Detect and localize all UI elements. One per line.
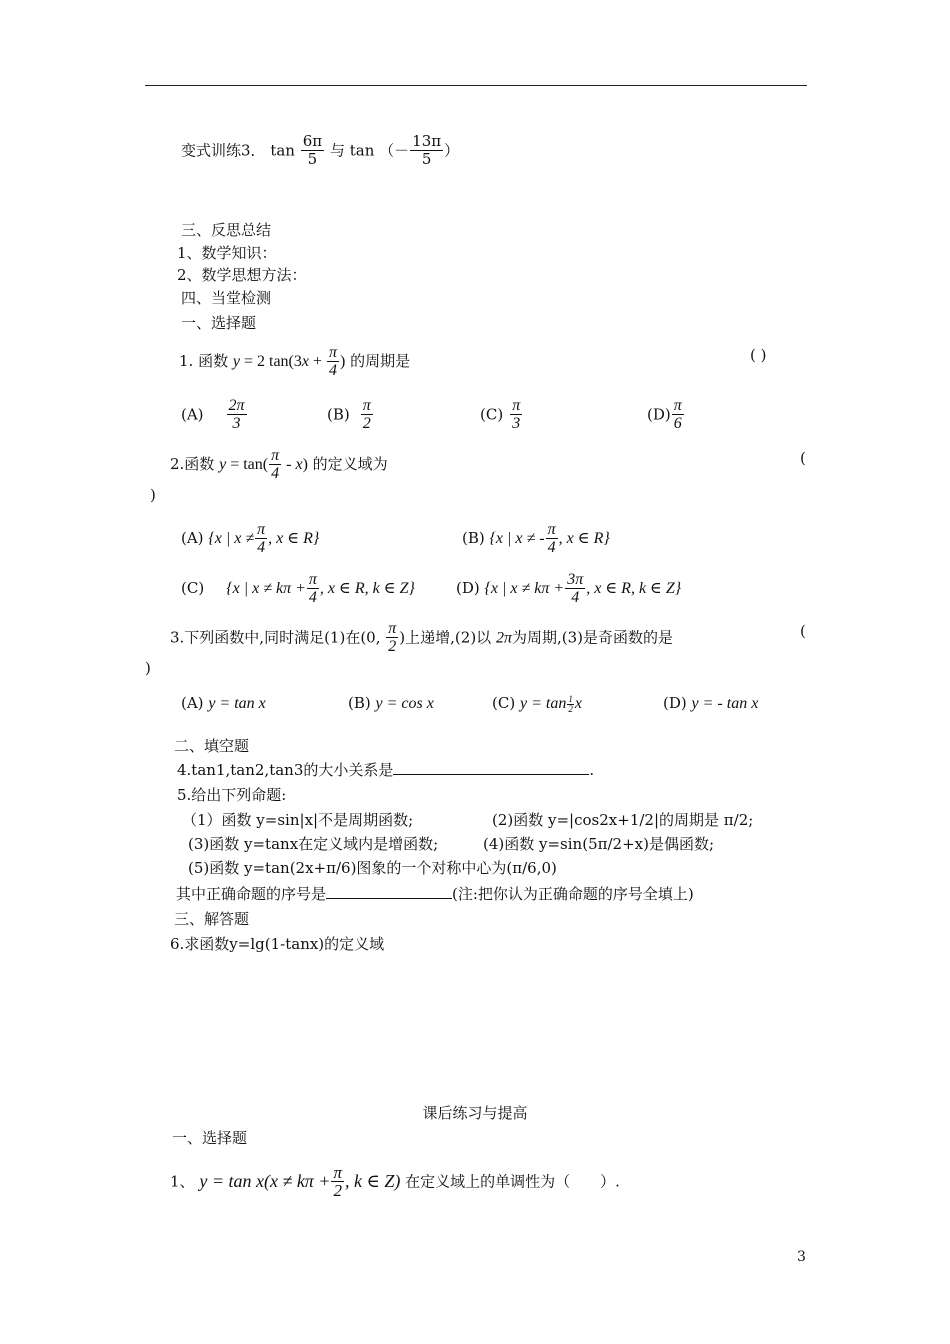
after-title: 课后练习与提高 [422,1104,528,1122]
q6-line: 6.求函数y=lg(1-tanx)的定义域 [170,935,385,953]
variant3-close: ） [444,141,460,160]
q3-suffix: 为周期,(3)是奇函数的是 [511,628,673,647]
q2-suffix: 的定义域为 [312,455,388,474]
after-choice-heading: 一、选择题 [172,1129,248,1147]
variant3-tan2: tan [349,141,375,160]
q2-paren-close: ) [150,486,156,504]
fraction-13pi-5: $\frac{13\pi}{5}$ [412,132,442,168]
q5-prop5: (5)函数 y=tan(2x+π/6)图象的一个对称中心为(π/6,0) [188,859,557,877]
q1-prefix: 1. 函数 [179,352,229,371]
q1-suffix: 的周期是 [350,352,411,371]
reflect-item2: 2、数学思想方法： [177,266,307,284]
after-q1-formula: y = tan x(x ≠ kπ + $\frac{\pi}{2}$ , k ∈ Z) [199,1163,401,1200]
q1-option-d: (D) $\frac{\pi}{6}$ [647,397,682,432]
q3-option-c: (C) y = tan $\frac{1}{2}$ x [492,693,582,714]
q1-option-c: (C) $\frac{\pi}{3}$ [480,397,521,432]
q2-prefix: 2.函数 [170,455,215,474]
q5-prop1: （1）函数 y=sin|x|不是周期函数; [182,811,414,829]
q3-option-b: (B) y = cos x [348,694,434,712]
q5-prop2: (2)函数 y=|cos2x+1/2|的周期是 π/2; [492,811,754,829]
header-rule [145,85,807,86]
q2-paren-open: ( [800,449,806,467]
q4-answer-blank[interactable] [393,760,589,775]
variant3-open: （－ [379,141,410,160]
variant3-label: 变式训练3． [181,141,266,160]
q5-prop4: (4)函数 y=sin(5π/2+x)是偶函数; [483,835,714,853]
q1-option-b: (B) $\frac{\pi}{2}$ [327,397,371,432]
q3-stem [170,621,673,656]
solve-heading: 三、解答题 [174,910,250,928]
q1-stem [179,345,410,380]
q3-fraction: $\frac{\pi}{2}$ [388,620,397,655]
q5-line: 5.给出下列命题: [177,786,287,804]
q3-option-a: (A) y = tan x [181,694,266,712]
q2-option-c: (C) {x | x ≠ kπ + $\frac{\pi}{4}$ , x ∈ R, k ∈ Z} [181,571,415,606]
choice-heading: 一、选择题 [181,314,257,332]
q3-mid: )上递增,(2)以 [399,628,492,647]
q3-period: 2π [495,629,512,647]
fraction-6pi-5: $\frac{6\pi}{5}$ [302,132,323,168]
reflect-heading: 三、反思总结 [181,221,272,239]
after-q1-suffix: 在定义域上的单调性为（ ）. [405,1172,620,1191]
q5-answer-blank[interactable] [326,884,452,899]
q2-option-a: (A) {x | x ≠ $\frac{\pi}{4}$ , x ∈ R} [181,521,320,556]
q3-prefix: 3.下列函数中,同时满足(1)在(0, [170,628,381,647]
q2-option-d: (D) {x | x ≠ kπ + $\frac{3\pi}{4}$ , x ∈ R, k ∈ Z} [456,571,682,606]
page-number: 3 [797,1249,806,1265]
q1-formula: y = 2 tan(3x + $\frac{\pi}{4}$ ) [232,344,346,379]
after-q1 [170,1165,620,1200]
q3-option-d: (D) y = - tan x [663,694,759,712]
q1-option-a: (A) $\frac{2\pi}{3}$ [181,397,245,432]
variant3-line [181,134,459,169]
after-q1-prefix: 1、 [170,1172,195,1191]
reflect-item1: 1、数学知识： [177,244,277,262]
q3-paren-open: ( [800,622,806,640]
q2-stem [170,448,388,483]
fill-heading: 二、填空题 [174,737,250,755]
check-heading: 四、当堂检测 [181,289,272,307]
variant3-and: 与 [329,141,345,160]
q2-option-b: (B) {x | x ≠ - $\frac{\pi}{4}$ , x ∈ R} [462,521,610,556]
q2-formula: y = tan( $\frac{\pi}{4}$ - x) [219,447,308,482]
q5-prop3: (3)函数 y=tanx在定义域内是增函数; [188,835,439,853]
variant3-tan: tan [270,141,295,160]
q4-line: 4.tan1,tan2,tan3的大小关系是 . [177,761,595,779]
q5-answer-line: 其中正确命题的序号是 (注:把你认为正确命题的序号全填上) [176,885,694,903]
q3-paren-close: ) [145,659,151,677]
q1-answer-paren: ( ) [750,346,767,364]
